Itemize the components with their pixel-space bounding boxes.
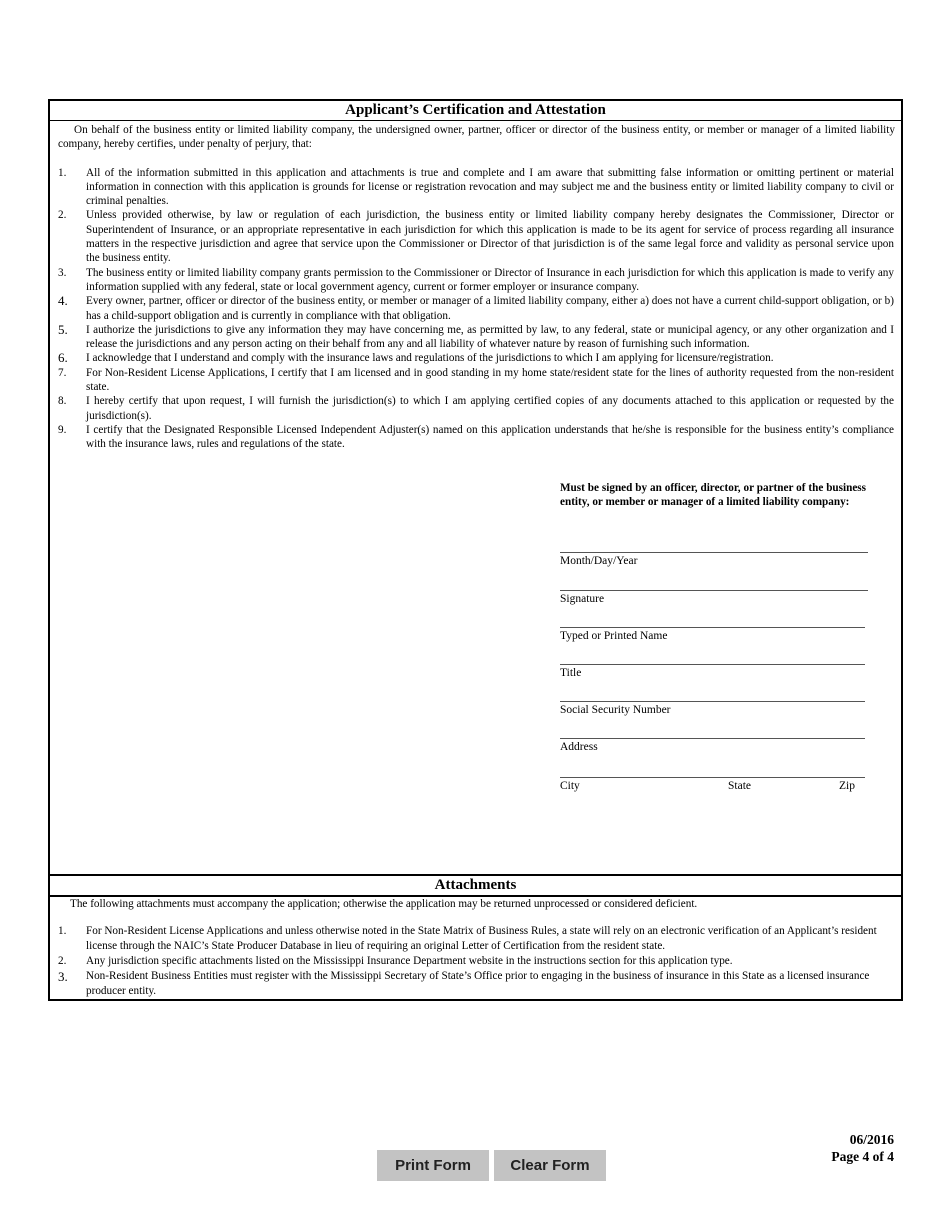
section-title: Applicant’s Certification and Attestation — [50, 101, 901, 121]
attachments-title: Attachments — [50, 876, 901, 897]
item-text: All of the information submitted in this application and attachments is true and complete and I am aware that submitting false information or omitting pertinent or material information in connection with this application is grounds for license or registration revocation and may subject me and the business entity or limited liability company to civil or criminal penalties. — [86, 166, 894, 208]
item-number: 2. — [58, 209, 67, 222]
clear-form-button[interactable]: Clear Form — [494, 1150, 606, 1181]
revision-date: 06/2016 — [849, 1132, 894, 1147]
signature-field[interactable] — [560, 590, 868, 591]
certification-item — [58, 351, 894, 365]
state-label: State — [728, 779, 751, 792]
page-number: Page 4 of 4 — [831, 1149, 894, 1164]
item-text: For Non-Resident License Applications, I certify that I am licensed and in good standing in my home state/resident state for the lines of authority requested from the non-resident state. — [86, 366, 894, 394]
attachment-item — [58, 924, 894, 954]
item-text: Non-Resident Business Entities must register with the Mississippi Secretary of State’s Office prior to engaging in the business of insurance in this State as a licensed insurance producer entity. — [86, 970, 870, 997]
item-number: 6. — [58, 350, 68, 366]
attachments-intro: The following attachments must accompany the application; otherwise the application may be returned unprocessed or considered deficient. — [70, 898, 698, 910]
ssn-label: Social Security Number — [560, 703, 671, 716]
item-number: 2. — [58, 955, 67, 967]
item-number: 8. — [58, 395, 67, 408]
certification-item — [58, 423, 894, 452]
printed-name-label: Typed or Printed Name — [560, 629, 668, 642]
title-label: Title — [560, 666, 582, 679]
item-text: The business entity or limited liability company grants permission to the Commissioner or Director of Insurance in each jurisdiction for which this application is made to verify any information supplied with any federal, state or local government agency, current or former employer or insurance company. — [86, 266, 894, 293]
certification-intro: On behalf of the business entity or limited liability company, the undersigned owner, partner, officer or director of the business entity, or member or manager of a limited liability company, hereby certifies, under penalty of perjury, that: — [58, 124, 895, 151]
ssn-field[interactable] — [560, 701, 865, 702]
certification-list — [50, 166, 901, 452]
item-text: I acknowledge that I understand and comply with the insurance laws and regulations of the jurisdictions to which I am applying for licensure/registration. — [86, 352, 774, 365]
signature-block — [560, 481, 870, 793]
item-text: I authorize the jurisdictions to give any information they may have concerning me, as permitted by law, to any federal, state or municipal agency, or any other organization and I release the jurisdictions and any person acting on their behalf from any and all liability of whatever nature by reason of furnishing such information. — [86, 323, 894, 351]
signature-label: Signature — [560, 592, 605, 605]
certification-item — [58, 166, 894, 209]
address-label: Address — [560, 740, 598, 753]
item-number: 7. — [58, 366, 67, 379]
date-label: Month/Day/Year — [560, 554, 638, 567]
item-text: I hereby certify that upon request, I will furnish the jurisdiction(s) to which I am applying certified copies of any documents attached to this application or requested by the jurisdiction(s). — [86, 395, 894, 422]
item-number: 4. — [58, 293, 68, 309]
item-number: 1. — [58, 925, 67, 937]
item-number: 3. — [58, 969, 68, 984]
item-text: I certify that the Designated Responsible Licensed Independent Adjuster(s) named on this application understands that he/she is responsible for the business entity’s compliance with the insurance laws, rules and regulations of the state. — [86, 423, 894, 451]
certification-item — [58, 366, 894, 395]
item-text: Every owner, partner, officer or director of the business entity, or member or manager of a limited liability company, either a) does not have a current child-support obligation, or b) has a child-support obligation and is currently in compliance with that obligation. — [86, 295, 894, 322]
attachment-item — [58, 954, 894, 969]
date-field[interactable] — [560, 552, 868, 553]
form-frame — [48, 99, 903, 1001]
city-state-zip-field[interactable] — [560, 777, 865, 778]
item-number: 1. — [58, 166, 67, 179]
certification-item — [58, 208, 894, 265]
city-state-zip-labels — [560, 779, 870, 793]
certification-item — [58, 394, 894, 423]
form-revision — [831, 1131, 894, 1165]
zip-label: Zip — [839, 779, 855, 792]
printed-name-field[interactable] — [560, 627, 865, 628]
item-number: 9. — [58, 423, 67, 436]
attachments-list — [58, 924, 894, 999]
signature-requirement: Must be signed by an officer, director, or partner of the business entity, or member or manager of a limited liability company: — [560, 482, 866, 509]
address-field[interactable] — [560, 738, 865, 739]
attachment-item — [58, 969, 894, 999]
item-number: 5. — [58, 321, 68, 337]
item-number: 3. — [58, 266, 67, 279]
certification-item — [58, 323, 894, 352]
print-form-button[interactable]: Print Form — [377, 1150, 489, 1181]
certification-item — [58, 294, 894, 323]
item-text: For Non-Resident License Applications and unless otherwise noted in the State Matrix of Business Rules, a state will rely on an electronic verification of an Applicant’s resident license through the NAIC’s State Producer Database in lieu of requiring an original Letter of Certification from the resident state. — [86, 925, 877, 952]
item-text: Any jurisdiction specific attachments listed on the Mississippi Insurance Department website in the instructions section for this application type. — [86, 955, 733, 967]
item-text: Unless provided otherwise, by law or regulation of each jurisdiction, the business entity or limited liability company hereby designates the Commissioner, Director or Superintendent of Insurance, or an appropriate representative in each jurisdiction for which this application is made to be its agent for service of process regarding all insurance matters in the respective jurisdiction and agree that service upon the Commissioner or Director of that jurisdiction is of the same legal force and validity as personal service upon the business entity. — [86, 209, 894, 265]
certification-item — [58, 266, 894, 295]
city-label: City — [560, 779, 580, 792]
title-field[interactable] — [560, 664, 865, 665]
